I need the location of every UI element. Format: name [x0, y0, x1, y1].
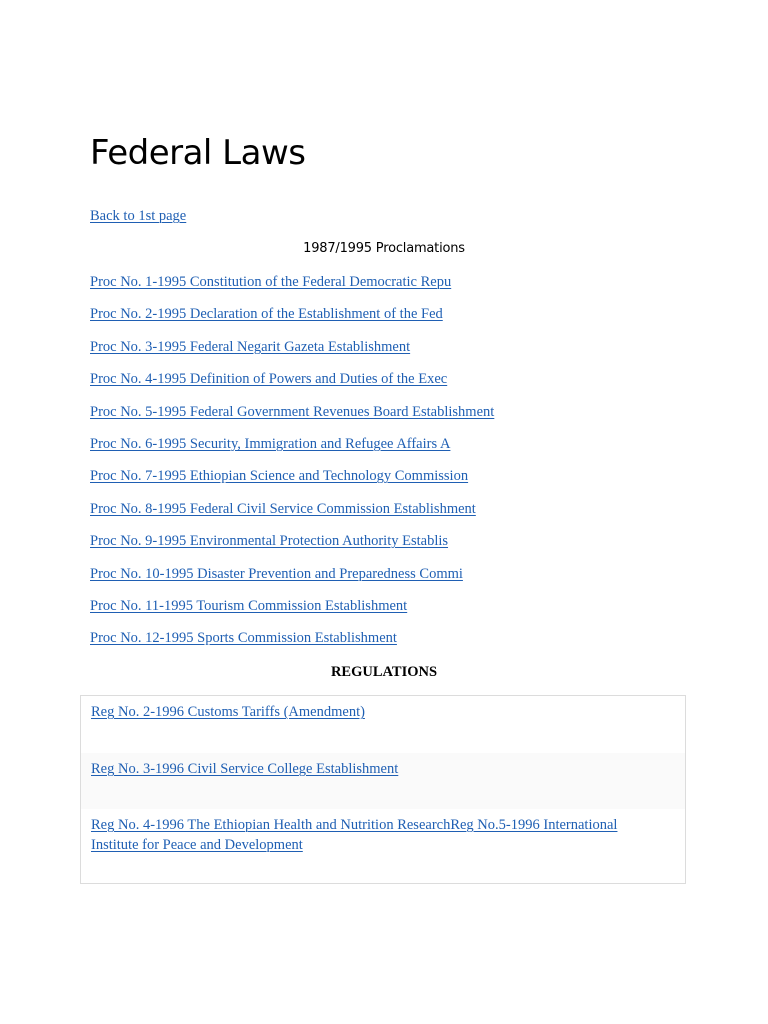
proclamation-link-2[interactable]: Proc No. 2-1995 Declaration of the Establishment of the Fed	[90, 306, 443, 323]
proclamation-link-8[interactable]: Proc No. 8-1995 Federal Civil Service Commission Establishment	[90, 500, 476, 517]
regulations-table	[80, 695, 686, 884]
proclamations-heading: 1987/1995 Proclamations	[303, 241, 465, 256]
regulation-link-4[interactable]: Reg No. 4-1996 The Ethiopian Health and Nutrition ResearchReg No.5-1996 International Institute for Peace and Development	[91, 817, 618, 853]
proclamation-link-4[interactable]: Proc No. 4-1995 Definition of Powers and Duties of the Exec	[90, 371, 448, 388]
list-item	[90, 499, 494, 531]
list-item	[90, 531, 494, 563]
proclamations-list	[90, 272, 494, 661]
regulations-heading: REGULATIONS	[330, 664, 438, 680]
proclamation-link-12[interactable]: Proc No. 12-1995 Sports Commission Establishment	[90, 630, 397, 647]
proclamation-link-1[interactable]: Proc No. 1-1995 Constitution of the Federal Democratic Repu	[90, 274, 452, 290]
regulation-link-2[interactable]: Reg No. 2-1996 Customs Tariffs (Amendment)	[91, 704, 365, 720]
table-row	[81, 809, 685, 884]
proclamation-link-10[interactable]: Proc No. 10-1995 Disaster Prevention and Preparedness Commi	[90, 565, 463, 582]
regulation-link-3[interactable]: Reg No. 3-1996 Civil Service College Establishment	[91, 761, 399, 777]
list-item	[90, 402, 494, 434]
list-item	[90, 337, 494, 369]
list-item	[90, 369, 494, 401]
list-item	[90, 272, 494, 304]
list-item	[90, 564, 494, 596]
table-row	[81, 696, 685, 753]
list-item	[90, 434, 494, 466]
list-item	[90, 596, 494, 628]
page-title: Federal Laws	[90, 133, 306, 173]
proclamation-link-9[interactable]: Proc No. 9-1995 Environmental Protection Authority Establis	[90, 533, 449, 550]
proclamation-link-11[interactable]: Proc No. 11-1995 Tourism Commission Establishment	[90, 597, 408, 614]
list-item	[90, 304, 494, 336]
proclamation-link-6[interactable]: Proc No. 6-1995 Security, Immigration and Refugee Affairs A	[90, 435, 451, 452]
proclamation-link-3[interactable]: Proc No. 3-1995 Federal Negarit Gazeta Establishment	[90, 338, 411, 355]
list-item	[90, 466, 494, 498]
list-item	[90, 628, 494, 660]
proclamation-link-7[interactable]: Proc No. 7-1995 Ethiopian Science and Technology Commission	[90, 468, 469, 485]
back-to-first-page-link[interactable]: Back to 1st page	[90, 208, 187, 224]
proclamation-link-5[interactable]: Proc No. 5-1995 Federal Government Revenues Board Establishment	[90, 403, 495, 420]
table-row	[81, 753, 685, 809]
